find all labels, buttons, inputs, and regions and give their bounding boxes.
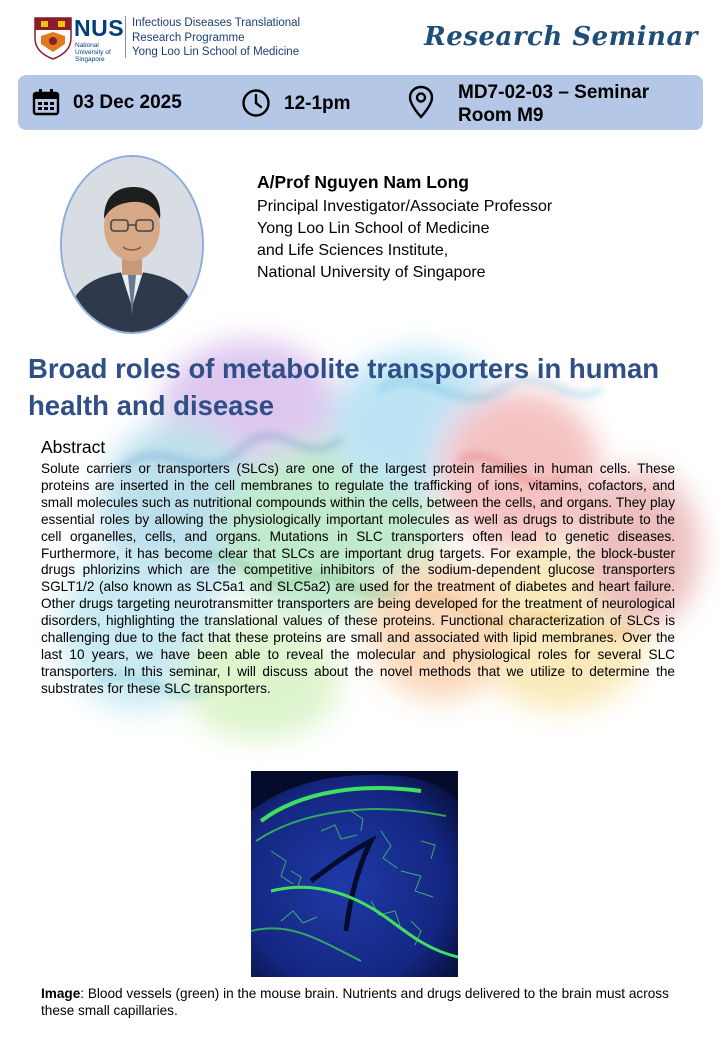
speaker-name: A/Prof Nguyen Nam Long	[257, 172, 469, 192]
brain-vessels-icon	[251, 771, 458, 977]
speaker-title-line: and Life Sciences Institute,	[257, 242, 449, 259]
programme-line: Infectious Diseases Translational	[132, 17, 301, 29]
programme-line: Yong Loo Lin School of Medicine	[132, 46, 300, 58]
clock-icon	[241, 88, 271, 118]
header-divider	[125, 16, 126, 58]
event-date: 03 Dec 2025	[73, 92, 182, 113]
info-bar	[18, 75, 703, 130]
abstract-text: Solute carriers or transporters (SLCs) are one of the largest protein families in human cells. These proteins are inserted in the cell membranes to regulate the trafficking of ions, vitamins, cofactors, and small molecules such as nutritional compounds within the cells, between the cells, and organs. They play essential roles by allowing the physiologically important molecules as well as drugs to distribute to the cell organelles, cells, and organs. Mutations in SLC transporters often lead to genetic diseases. Furthermore, it has become clear that SLCs are important drug targets. For example, the block-buster drugs phlorizins which are the competitive inhibitors of the sodium-dependent glucose transporters SGLT1/2 (also known as SLC5a1 and SLC5a2) are used for the treatment of diabetes and heart failure. Other drugs targeting neurotransmitter transporters are being developed for the treatment of neurological disorders, highlighting the translational values of these proteins. Functional characterization of SLCs is challenging due to the fact that these proteins are small and associated with lipid membranes. Over the last 10 years, we have been able to reveal the molecular and physiological roles for several SLC transporters. In this seminar, I will discuss about the novel methods that we utilize to determine the substrates for these SLC transporters.	[41, 461, 675, 696]
event-type: Research Seminar	[424, 22, 698, 52]
image-caption	[41, 985, 681, 1019]
caption-text: : Blood vessels (green) in the mouse brain. Nutrients and drugs delivered to the brain must across these small capillaries.	[41, 986, 669, 1018]
talk-title: Broad roles of metabolite transporters in human health and disease	[28, 353, 660, 421]
calendar-icon	[32, 88, 60, 116]
speaker-title-line: National University of Singapore	[257, 264, 486, 281]
speaker-photo	[60, 155, 204, 334]
speaker-title-line: Yong Loo Lin School of Medicine	[257, 220, 490, 237]
nus-crest-icon	[33, 16, 73, 60]
programme-name	[132, 16, 300, 60]
speaker-portrait-icon	[62, 157, 202, 332]
programme-line: Research Programme	[132, 31, 245, 44]
event-venue	[458, 81, 649, 127]
speaker-title-line: Principal Investigator/Associate Professor	[257, 198, 553, 215]
header	[0, 0, 720, 70]
mouse-brain-image	[251, 771, 458, 977]
nus-wordmark: NUS	[74, 15, 125, 41]
abstract-heading: Abstract	[41, 437, 106, 457]
event-time: 12-1pm	[284, 93, 351, 114]
nus-subtitle: National University of Singapore	[75, 42, 111, 63]
caption-label: Image	[41, 986, 81, 1001]
location-pin-icon	[408, 85, 434, 119]
venue-line: MD7-02-03 – Seminar	[458, 82, 650, 103]
venue-line: Room M9	[458, 105, 544, 126]
